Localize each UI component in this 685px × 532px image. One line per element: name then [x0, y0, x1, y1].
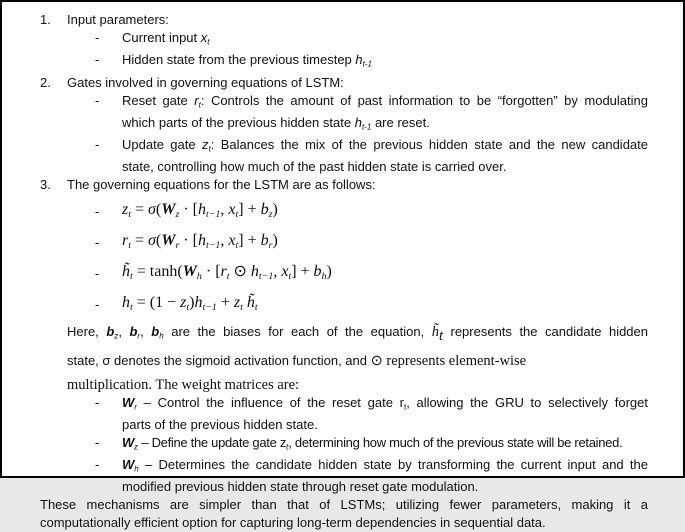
line-text: Update gate $z_t$: Balances the mix of the previous hidden state and the new candidate — [122, 137, 649, 154]
bullet-dash: - — [95, 394, 100, 410]
line-text: state, controlling how much of the past hidden state is carried over. — [122, 159, 507, 175]
line-wh-1 — [2, 456, 683, 478]
line-text: Input parameters: — [67, 12, 169, 27]
line-text: parts of the previous hidden state. — [122, 416, 318, 432]
line-text: Current input $x_t$ — [122, 30, 210, 47]
bullet-dash: - — [95, 235, 100, 251]
list-number: 2. — [40, 74, 51, 90]
line-text: The governing equations for the LSTM are as follows: — [67, 177, 376, 193]
line-text: $W_r$ – Control the influence of the reset gate $r_t$, allowing the GRU to selectively forget — [122, 394, 648, 411]
line-text: state, σ denotes the sigmoid activation function, and ⊙ represents element-wise — [67, 352, 527, 369]
line-update-gate-1 — [2, 136, 683, 158]
line-wr-1 — [2, 394, 683, 416]
line-text: modified previous hidden state through reset gate modulation. — [122, 479, 479, 495]
line-text: Gates involved in governing equations of LSTM: — [67, 74, 344, 90]
line-wr-2 — [2, 416, 683, 434]
bullet-dash: - — [95, 265, 100, 281]
line-biases-2 — [2, 352, 683, 376]
list-number: 1. — [40, 12, 51, 27]
bullet-dash: - — [95, 30, 100, 45]
equation-text: $r_t = \sigma(W_r \cdot [h_{t-1}$, $x_t] + b_r$) — [122, 232, 278, 251]
line-text: Hidden state from the previous timestep $h_{t-1}$ — [122, 52, 373, 69]
line-update-gate-2 — [2, 158, 683, 176]
line-text: $W_h$ – Determines the candidate hidden state by transforming the current input and the — [122, 457, 648, 474]
line-weight-matrices-heading — [2, 376, 683, 394]
equation-text: $h_t = (1 - z_t)h_{t-1} + z_t$ $h̃_t$ — [122, 293, 258, 313]
line-text: Here, $b_z$, $b_r$, $b_h$ are the biases for each of the equation, h̃t represents the candidate hidden — [67, 324, 649, 345]
bullet-dash: - — [95, 204, 100, 220]
line-input-parameters — [2, 11, 683, 29]
line-wz — [2, 434, 683, 456]
line-text: These mechanisms are simpler than that of LSTMs; utilizing fewer parameters, making it a — [40, 497, 648, 513]
equation-text: $z_t = \sigma(W_z \cdot [h_{t-1}$, $x_t] + b_z$) — [122, 201, 278, 221]
line-summary-1 — [2, 496, 683, 514]
line-wh-2 — [2, 478, 683, 496]
line-text: Reset gate $r_t$: Controls the amount of past information to be “forgotten” by modulating — [122, 92, 648, 109]
bullet-dash: - — [95, 52, 100, 68]
line-current-input — [2, 29, 683, 51]
bullet-dash: - — [95, 92, 100, 108]
line-reset-gate-2 — [2, 114, 683, 136]
equation-update-gate — [2, 200, 683, 225]
equation-hidden-state — [2, 293, 683, 318]
list-number: 3. — [40, 177, 51, 193]
bullet-dash: - — [95, 296, 100, 312]
bullet-dash: - — [95, 137, 100, 152]
equation-reset-gate — [2, 231, 683, 256]
line-governing-heading — [2, 176, 683, 194]
bullet-dash: - — [95, 434, 100, 450]
line-text: which parts of the previous hidden state $h_{t-1}$ are reset. — [122, 114, 430, 131]
equation-text: $h̃_t = \tanh(W_h \cdot [r_t$ ⊙ $h_{t-1}$, $x_t] + b_h$) — [122, 262, 332, 282]
line-biases-1 — [2, 323, 683, 351]
line-hidden-state — [2, 51, 683, 73]
equation-candidate-hidden — [2, 262, 683, 287]
line-gates-heading — [2, 74, 683, 92]
line-text: multiplication. The weight matrices are: — [67, 376, 300, 393]
bullet-dash: - — [95, 457, 100, 473]
line-text: $W_z$ – Define the update gate $z_t$, determining how much of the previous state will be retained. — [122, 434, 623, 452]
line-text: computationally efficient option for capturing long-term dependencies in sequential data. — [40, 515, 546, 531]
line-summary-2 — [2, 514, 683, 532]
line-reset-gate-1 — [2, 92, 683, 114]
